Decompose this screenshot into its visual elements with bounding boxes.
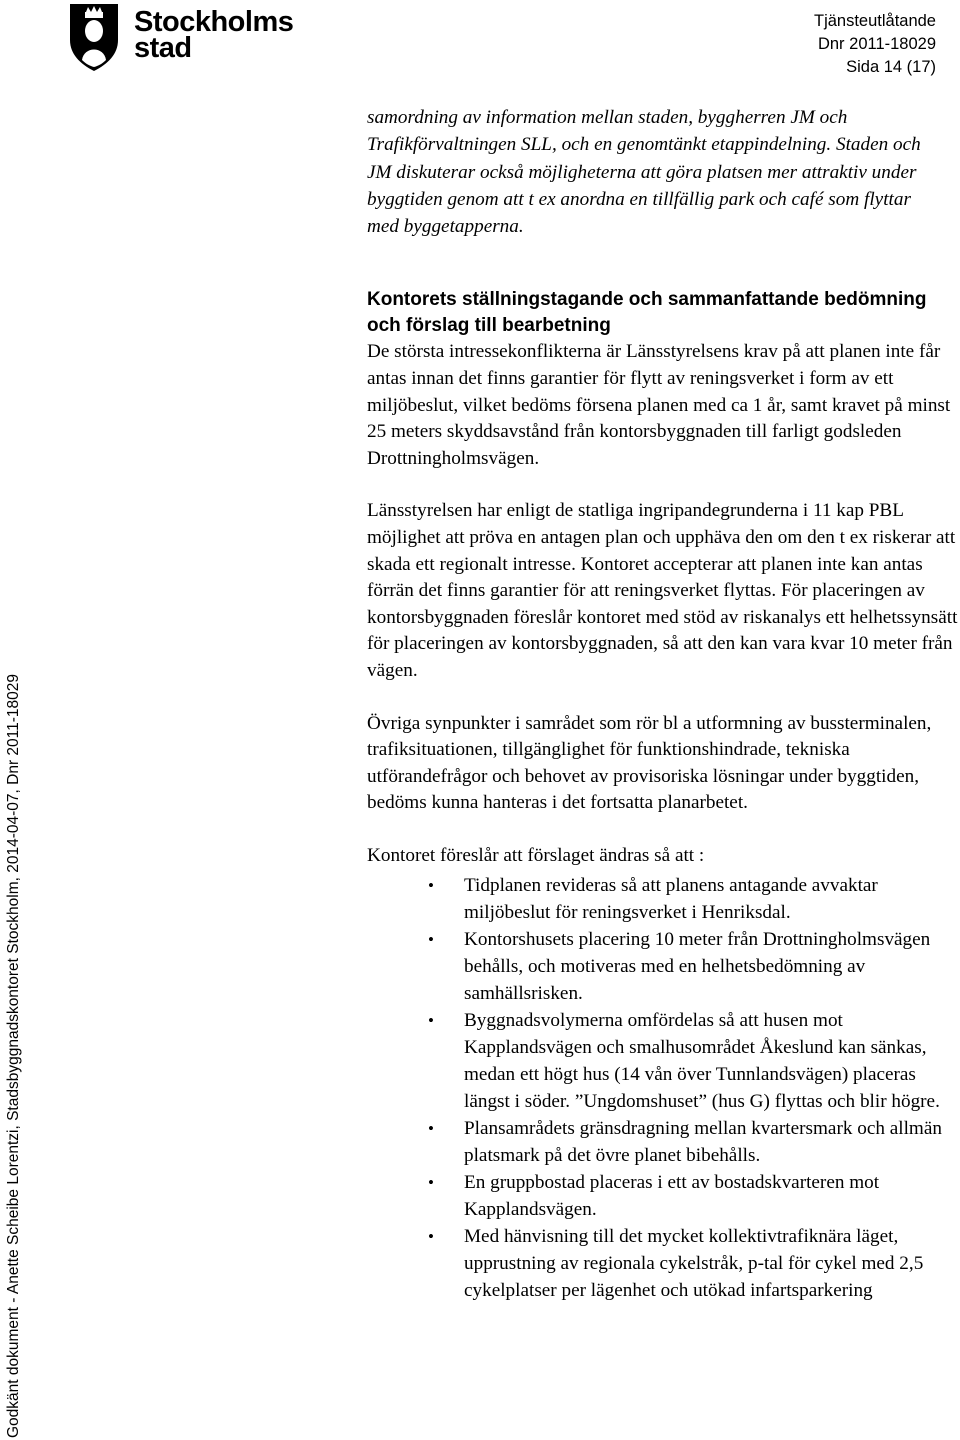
list-item-text: Med hänvisning till det mycket kollektivtrafiknära läget, upprustning av regionala cykelstråk, p-tal för cykel med 2,5 cykelplatser per lägenhet och utökad infartsparkering (464, 1225, 924, 1301)
list-item (367, 872, 960, 926)
bullet-icon: • (428, 1010, 434, 1030)
list-item-text: Byggnadsvolymerna omfördelas så att husen mot Kapplandsvägen och smalhusområdet Åkeslund kan sänkas, medan ett högt hus (14 vån över Tunnlandsvägen) placeras längst i söder. ”Ungdomshuset” (hus G) flyttas och blir högre. (464, 1009, 940, 1112)
paragraph-conflicts: De största intressekonflikterna är Länsstyrelsens krav på att planen inte får antas innan det finns garantier för flytt av reningsverket i form av ett miljöbeslut, vilket bedöms försena planen med ca 1 år, samt kravet på minst 25 meters skyddsavstånd från kontorsbyggnaden till farligt godsleden Drottningholmsvägen. (367, 341, 951, 469)
proposal-intro: Kontoret föreslår att förslaget ändras så att : (367, 844, 705, 866)
list-item (367, 1007, 960, 1115)
bullet-icon: • (428, 875, 434, 895)
bullet-icon: • (428, 929, 434, 949)
bullet-icon: • (428, 1172, 434, 1192)
list-item (367, 1115, 960, 1169)
paragraph-other-views: Övriga synpunkter i samrådet som rör bl a utformning av bussterminalen, trafiksituationen, tillgänglighet för funktionshindrade, tekniska utförandefrågor och behovet av provisoriska lösningar under byggtiden, bedöms kunna hanteras i det fortsatta planarbetet. (367, 712, 932, 814)
logo-wordmark-line1: Stockholms (134, 6, 294, 38)
list-item-text: Tidplanen revideras så att planens antagande avvaktar miljöbeslut för reningsverket i Henriksdal. (464, 874, 878, 923)
logo-wordmark-line2: stad (134, 32, 192, 64)
list-item-text: Kontorshusets placering 10 meter från Drottningholmsvägen behålls, och motiveras med en helhetsbedömning av samhällsrisken. (464, 928, 931, 1004)
list-item (367, 1169, 960, 1223)
diary-number: Dnr 2011-18029 (817, 35, 936, 53)
stockholms-stad-logo (68, 2, 298, 72)
document-body (367, 104, 960, 1304)
city-crest-icon (68, 2, 120, 72)
document-type: Tjänsteutlåtande (813, 12, 936, 30)
document-meta (814, 10, 936, 79)
list-item-text: En gruppbostad placeras i ett av bostadskvarteren mot Kapplandsvägen. (464, 1171, 880, 1220)
bullet-icon: • (428, 1226, 434, 1246)
list-item (367, 926, 960, 1007)
section-heading: Kontorets ställningstagande och sammanfattande bedömning och förslag till bearbetning (367, 289, 927, 337)
list-item-text: Plansamrådets gränsdragning mellan kvartersmark och allmän platsmark på det övre planet bibehålls. (464, 1117, 942, 1166)
paragraph-lansstyrelsen: Länsstyrelsen har enligt de statliga ingripandegrunderna i 11 kap PBL möjlighet att pröva en antagen plan och upphäva den om den t ex riskerar att skada ett regionalt intresse. Kontoret accepterar att planen inte kan antas förrän det finns garantier för att reningsverket flyttas. För placeringen av kontorsbyggnaden föreslår kontoret med stöd av riskanalys ett helhetssynsätt för placeringen av kontorsbyggnaden, så att den kan vara kvar 10 meter från vägen. (367, 500, 958, 682)
bullet-icon: • (428, 1118, 434, 1138)
page-number: Sida 14 (17) (846, 58, 936, 76)
proposal-list (367, 872, 960, 1304)
intro-paragraph: samordning av information mellan staden, byggherren JM och Trafikförvaltningen SLL, och en genomtänkt etappindelning. Staden och JM diskuterar också möjligheterna att göra platsen mer attraktiv under byggtiden genom att t ex anordna en tillfällig park och café som flyttar med byggetapperna. (367, 107, 921, 238)
approval-stamp-text: Godkänt dokument - Anette Scheibe Lorentzi, Stadsbyggnadskontoret Stockholm, 2014-04-07, Dnr 2011-18029 (5, 673, 22, 1438)
list-item (367, 1223, 960, 1304)
